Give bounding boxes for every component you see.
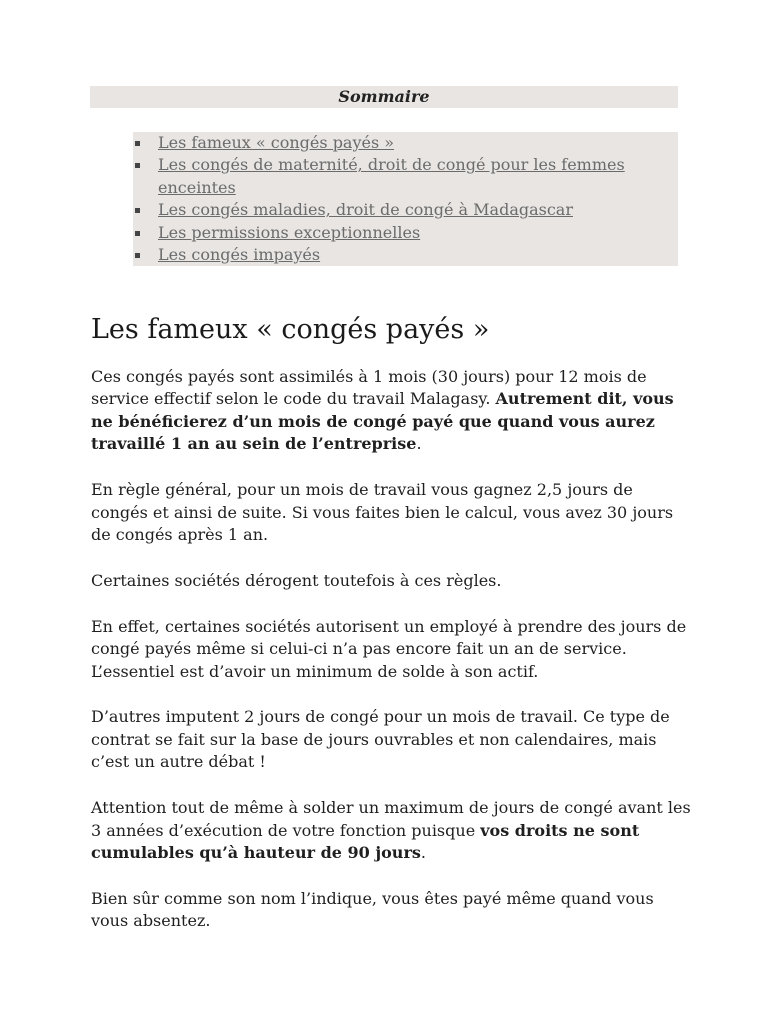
toc-list xyxy=(133,132,678,266)
paragraph: Certaines sociétés dérogent toutefois à ces règles. xyxy=(91,570,502,590)
toc-link-conges-impayes[interactable]: Les congés impayés xyxy=(158,245,321,265)
toc-link-conges-maternite[interactable]: Les congés de maternité, droit de congé pour les femmes enceintes xyxy=(158,155,625,197)
toc-item xyxy=(133,222,678,244)
paragraph-end: . xyxy=(420,843,426,862)
toc-title: Sommaire xyxy=(90,86,678,108)
paragraph-end: . xyxy=(416,434,422,454)
toc-link-permissions[interactable]: Les permissions exceptionnelles xyxy=(158,222,421,242)
toc-item xyxy=(133,154,678,199)
paragraph xyxy=(91,366,691,456)
paragraph: Bien sûr comme son nom l’indique, vous êtes payé même quand vous vous absentez. xyxy=(91,888,654,931)
paragraph-bold: vos droits ne sont cumulables qu’à hauteur de 90 jours xyxy=(91,820,640,862)
paragraph: En règle général, pour un mois de travail vous gagnez 2,5 jours de congés et ainsi de suite. Si vous faites bien le calcul, vous avez 30 jours de congés après 1 an. xyxy=(91,480,674,544)
paragraph-bold: Autrement dit, vous ne bénéficierez d’un mois de congé payé que quand vous aurez travaillé 1 an au sein de l’entreprise xyxy=(91,389,674,454)
paragraph-text: Ces congés payés sont assimilés à 1 mois (30 jours) pour 12 mois de service effectif selon le code du travail Malagasy. xyxy=(91,367,647,409)
paragraph: En effet, certaines sociétés autorisent un employé à prendre des jours de congé payés même si celui-ci n’a pas encore fait un an de service. L’essentiel est d’avoir un minimum de solde à son actif. xyxy=(91,616,687,681)
paragraph xyxy=(91,797,691,864)
paragraph-text: Attention tout de même à solder un maximum de jours de congé avant les 3 années d’exécution de votre fonction puisque xyxy=(91,798,691,840)
paragraph: D’autres imputent 2 jours de congé pour un mois de travail. Ce type de contrat se fait sur la base de jours ouvrables et non calendaires, mais c’est un autre débat ! xyxy=(91,707,670,772)
toc-item xyxy=(133,132,678,154)
toc-link-conges-payes[interactable]: Les fameux « congés payés » xyxy=(158,133,395,152)
toc-item xyxy=(133,199,678,221)
toc-item xyxy=(133,244,678,266)
toc-link-conges-maladies[interactable]: Les congés maladies, droit de congé à Madagascar xyxy=(158,200,573,220)
article-body xyxy=(91,366,691,956)
section-heading: Les fameux « congés payés » xyxy=(91,314,490,345)
